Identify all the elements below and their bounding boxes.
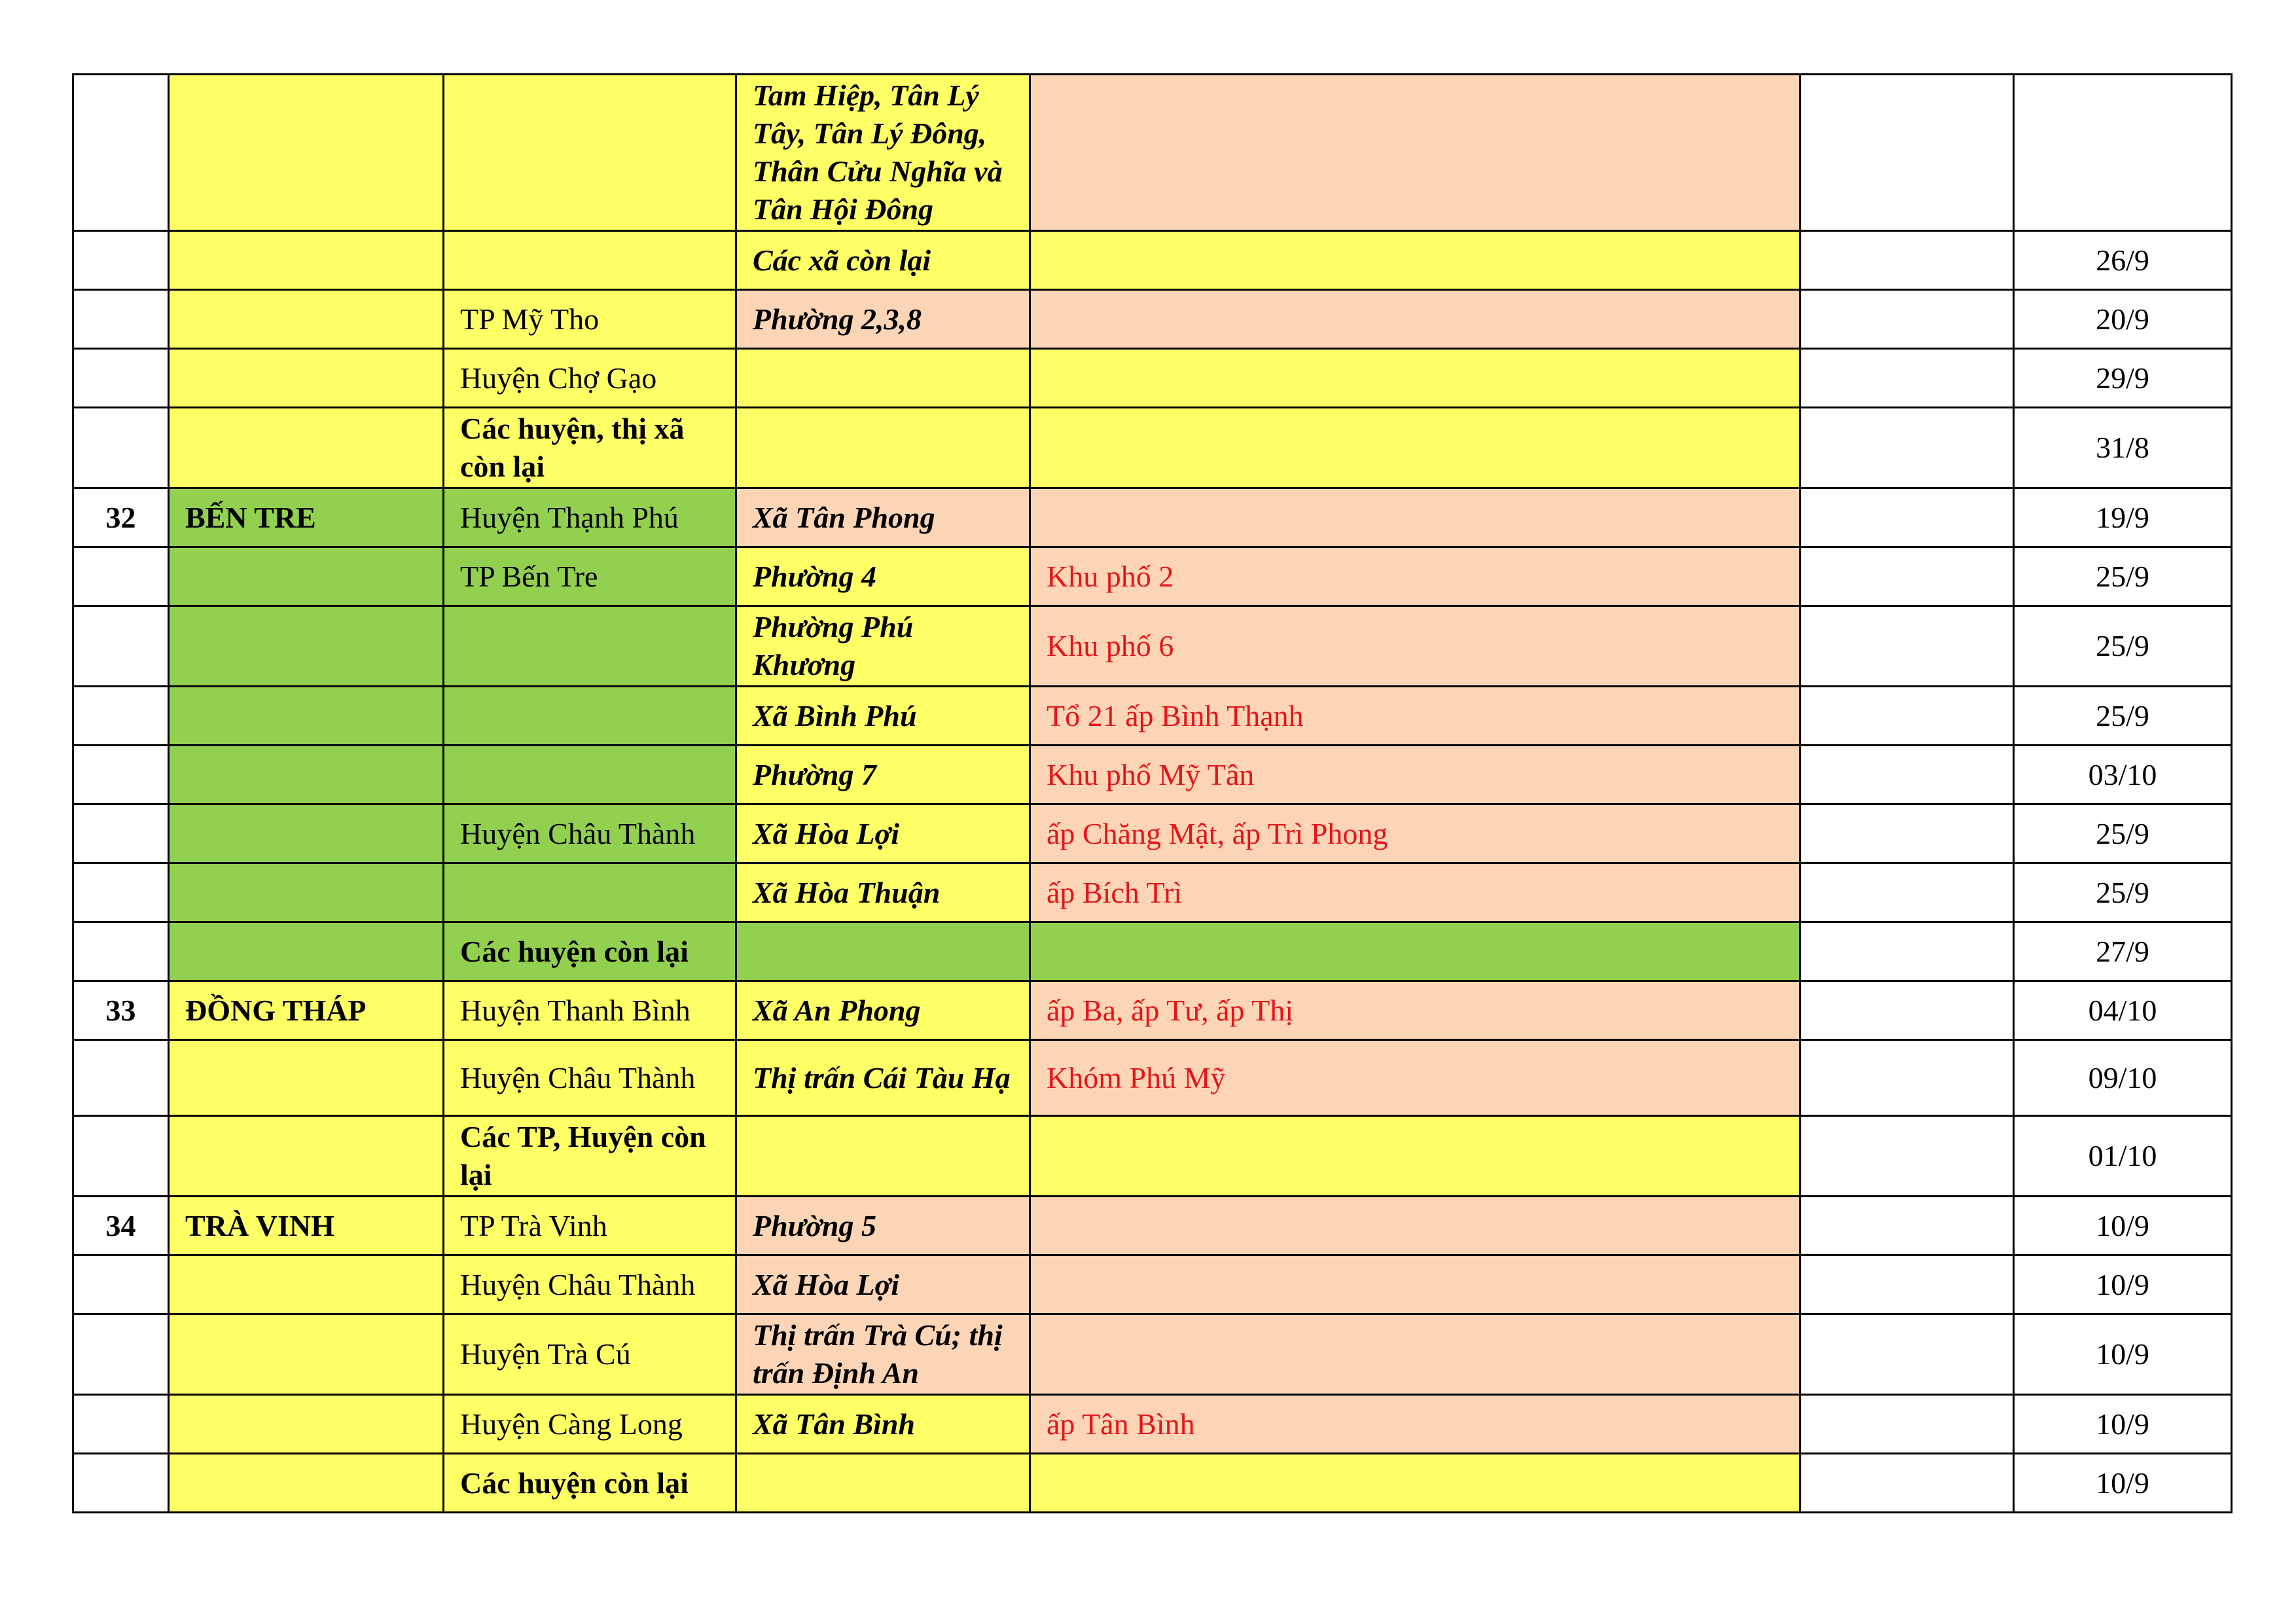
- cell-stt: [73, 1454, 169, 1513]
- cell-area: ấp Tân Bình: [1030, 1395, 1801, 1454]
- table-row: [73, 75, 2232, 231]
- cell-province: [169, 290, 444, 349]
- table-row: [73, 1255, 2232, 1314]
- table-row: [73, 408, 2232, 488]
- cell-district: Các huyện còn lại: [444, 922, 736, 981]
- cell-ward: Xã Tân Bình: [736, 1395, 1030, 1454]
- cell-date: 10/9: [2014, 1197, 2232, 1255]
- cell-province: [169, 687, 444, 746]
- cell-stt: [73, 863, 169, 922]
- table-row: [73, 1395, 2232, 1454]
- cell-empty: [1801, 804, 2014, 863]
- cell-empty: [1801, 1040, 2014, 1116]
- cell-area: [1030, 1454, 1801, 1513]
- cell-district: [444, 606, 736, 687]
- cell-area: Khu phố 6: [1030, 606, 1801, 687]
- cell-ward: Xã Hòa Thuận: [736, 863, 1030, 922]
- cell-stt: [73, 804, 169, 863]
- table-row: [73, 290, 2232, 349]
- cell-empty: [1801, 290, 2014, 349]
- cell-ward: Phường 4: [736, 547, 1030, 606]
- cell-date: 10/9: [2014, 1454, 2232, 1513]
- cell-province: TRÀ VINH: [169, 1197, 444, 1255]
- cell-stt: [73, 349, 169, 408]
- cell-empty: [1801, 922, 2014, 981]
- cell-area: Tổ 21 ấp Bình Thạnh: [1030, 687, 1801, 746]
- table-row: [73, 981, 2232, 1040]
- cell-ward: [736, 1454, 1030, 1513]
- cell-area: [1030, 922, 1801, 981]
- cell-area: Khu phố 2: [1030, 547, 1801, 606]
- cell-empty: [1801, 863, 2014, 922]
- cell-province: [169, 922, 444, 981]
- cell-province: [169, 1116, 444, 1197]
- table-row: [73, 863, 2232, 922]
- cell-district: TP Trà Vinh: [444, 1197, 736, 1255]
- cell-ward: Phường 5: [736, 1197, 1030, 1255]
- cell-ward: Phường 7: [736, 746, 1030, 804]
- cell-date: 25/9: [2014, 687, 2232, 746]
- cell-date: 10/9: [2014, 1395, 2232, 1454]
- cell-stt: [73, 1314, 169, 1395]
- table-row: [73, 1116, 2232, 1197]
- cell-province: [169, 606, 444, 687]
- cell-empty: [1801, 547, 2014, 606]
- cell-date: 25/9: [2014, 804, 2232, 863]
- cell-ward: [736, 922, 1030, 981]
- cell-province: [169, 746, 444, 804]
- cell-area: [1030, 408, 1801, 488]
- cell-area: [1030, 1314, 1801, 1395]
- table-row: [73, 1197, 2232, 1255]
- cell-empty: [1801, 1314, 2014, 1395]
- cell-district: TP Bến Tre: [444, 547, 736, 606]
- cell-ward: Thị trấn Cái Tàu Hạ: [736, 1040, 1030, 1116]
- cell-area: ấp Ba, ấp Tư, ấp Thị: [1030, 981, 1801, 1040]
- cell-district: Huyện Trà Cú: [444, 1314, 736, 1395]
- cell-area: Khóm Phú Mỹ: [1030, 1040, 1801, 1116]
- cell-empty: [1801, 488, 2014, 547]
- cell-province: [169, 863, 444, 922]
- table-row: [73, 687, 2232, 746]
- cell-empty: [1801, 606, 2014, 687]
- cell-date: 10/9: [2014, 1255, 2232, 1314]
- cell-stt: [73, 1040, 169, 1116]
- cell-empty: [1801, 1116, 2014, 1197]
- cell-district: [444, 687, 736, 746]
- cell-date: 20/9: [2014, 290, 2232, 349]
- cell-empty: [1801, 1454, 2014, 1513]
- table-row: [73, 1314, 2232, 1395]
- cell-district: [444, 231, 736, 290]
- cell-ward: Tam Hiệp, Tân Lý Tây, Tân Lý Đông, Thân Cửu Nghĩa và Tân Hội Đông: [736, 75, 1030, 231]
- cell-area: [1030, 1255, 1801, 1314]
- cell-ward: Các xã còn lại: [736, 231, 1030, 290]
- table-row: [73, 804, 2232, 863]
- cell-date: 27/9: [2014, 922, 2232, 981]
- cell-district: [444, 746, 736, 804]
- cell-stt: [73, 547, 169, 606]
- cell-area: ấp Chăng Mật, ấp Trì Phong: [1030, 804, 1801, 863]
- cell-date: 04/10: [2014, 981, 2232, 1040]
- cell-date: 03/10: [2014, 746, 2232, 804]
- cell-empty: [1801, 1197, 2014, 1255]
- cell-ward: Xã Hòa Lợi: [736, 804, 1030, 863]
- cell-date: 25/9: [2014, 863, 2232, 922]
- cell-stt: [73, 75, 169, 231]
- cell-empty: [1801, 1255, 2014, 1314]
- cell-date: 25/9: [2014, 547, 2232, 606]
- cell-empty: [1801, 981, 2014, 1040]
- cell-province: [169, 231, 444, 290]
- cell-province: [169, 349, 444, 408]
- cell-area: ấp Bích Trì: [1030, 863, 1801, 922]
- cell-province: [169, 1454, 444, 1513]
- cell-stt: 32: [73, 488, 169, 547]
- cell-empty: [1801, 349, 2014, 408]
- cell-area: [1030, 290, 1801, 349]
- cell-district: [444, 863, 736, 922]
- cell-district: TP Mỹ Tho: [444, 290, 736, 349]
- cell-province: [169, 408, 444, 488]
- cell-date: 10/9: [2014, 1314, 2232, 1395]
- cell-ward: [736, 1116, 1030, 1197]
- cell-area: [1030, 231, 1801, 290]
- cell-district: Các huyện, thị xã còn lại: [444, 408, 736, 488]
- cell-province: [169, 804, 444, 863]
- table-row: [73, 922, 2232, 981]
- cell-stt: [73, 231, 169, 290]
- cell-date: 25/9: [2014, 606, 2232, 687]
- cell-ward: Phường 2,3,8: [736, 290, 1030, 349]
- cell-empty: [1801, 746, 2014, 804]
- cell-district: Huyện Chợ Gạo: [444, 349, 736, 408]
- cell-province: [169, 1314, 444, 1395]
- cell-ward: Phường Phú Khương: [736, 606, 1030, 687]
- covid-restriction-table: [72, 73, 2233, 1513]
- cell-date: 09/10: [2014, 1040, 2232, 1116]
- cell-date: 26/9: [2014, 231, 2232, 290]
- cell-ward: Xã Tân Phong: [736, 488, 1030, 547]
- cell-province: [169, 1040, 444, 1116]
- cell-district: Huyện Thạnh Phú: [444, 488, 736, 547]
- cell-stt: [73, 746, 169, 804]
- cell-stt: [73, 606, 169, 687]
- cell-ward: Xã An Phong: [736, 981, 1030, 1040]
- cell-district: [444, 75, 736, 231]
- table-row: [73, 606, 2232, 687]
- cell-province: [169, 1395, 444, 1454]
- table-row: [73, 231, 2232, 290]
- cell-stt: [73, 1255, 169, 1314]
- cell-empty: [1801, 408, 2014, 488]
- cell-date: [2014, 75, 2232, 231]
- cell-district: Huyện Thanh Bình: [444, 981, 736, 1040]
- cell-area: Khu phố Mỹ Tân: [1030, 746, 1801, 804]
- cell-ward: [736, 349, 1030, 408]
- cell-empty: [1801, 75, 2014, 231]
- cell-province: BẾN TRE: [169, 488, 444, 547]
- cell-area: [1030, 349, 1801, 408]
- cell-date: 31/8: [2014, 408, 2232, 488]
- cell-stt: [73, 1395, 169, 1454]
- cell-district: Huyện Càng Long: [444, 1395, 736, 1454]
- table-body: [73, 75, 2232, 1513]
- table-row: [73, 349, 2232, 408]
- cell-empty: [1801, 687, 2014, 746]
- cell-area: [1030, 1116, 1801, 1197]
- cell-empty: [1801, 1395, 2014, 1454]
- cell-district: Các huyện còn lại: [444, 1454, 736, 1513]
- cell-province: [169, 547, 444, 606]
- cell-date: 01/10: [2014, 1116, 2232, 1197]
- table-row: [73, 488, 2232, 547]
- cell-district: Huyện Châu Thành: [444, 1040, 736, 1116]
- cell-date: 19/9: [2014, 488, 2232, 547]
- cell-stt: [73, 290, 169, 349]
- table-row: [73, 1040, 2232, 1116]
- cell-ward: Xã Hòa Lợi: [736, 1255, 1030, 1314]
- cell-stt: [73, 922, 169, 981]
- cell-ward: Thị trấn Trà Cú; thị trấn Định An: [736, 1314, 1030, 1395]
- cell-district: Huyện Châu Thành: [444, 804, 736, 863]
- cell-ward: Xã Bình Phú: [736, 687, 1030, 746]
- cell-stt: 34: [73, 1197, 169, 1255]
- table-row: [73, 547, 2232, 606]
- cell-empty: [1801, 231, 2014, 290]
- cell-area: [1030, 1197, 1801, 1255]
- cell-district: Các TP, Huyện còn lại: [444, 1116, 736, 1197]
- cell-stt: [73, 687, 169, 746]
- cell-area: [1030, 75, 1801, 231]
- cell-ward: [736, 408, 1030, 488]
- cell-stt: 33: [73, 981, 169, 1040]
- table-row: [73, 746, 2232, 804]
- table-row: [73, 1454, 2232, 1513]
- cell-province: [169, 1255, 444, 1314]
- cell-area: [1030, 488, 1801, 547]
- cell-stt: [73, 1116, 169, 1197]
- cell-stt: [73, 408, 169, 488]
- cell-date: 29/9: [2014, 349, 2232, 408]
- cell-district: Huyện Châu Thành: [444, 1255, 736, 1314]
- cell-province: [169, 75, 444, 231]
- cell-province: ĐỒNG THÁP: [169, 981, 444, 1040]
